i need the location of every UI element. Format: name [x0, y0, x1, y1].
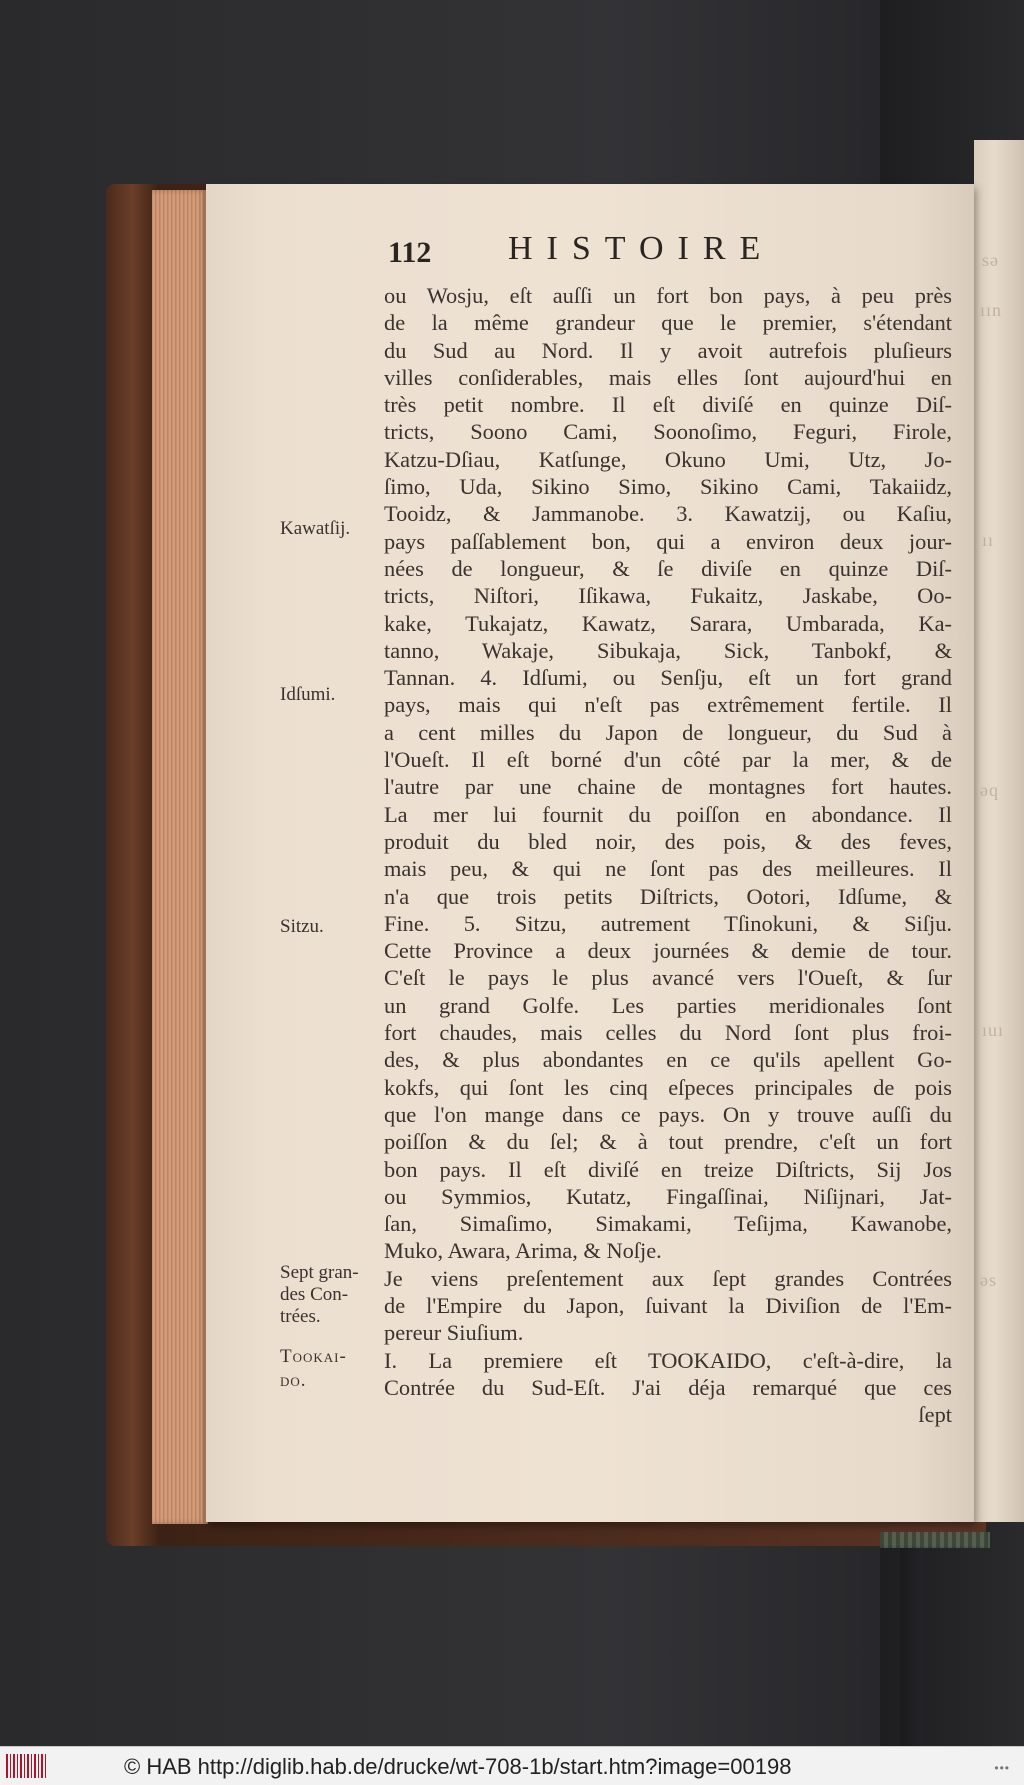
marginal-note-tookaido-1 — [280, 1346, 347, 1367]
bleed-through-text: ǝs — [980, 1270, 997, 1290]
facing-page-edge — [974, 140, 1024, 1522]
text-line: tricts, Niſtori, Iſikawa, Fukaitz, Jaskabe, Oo- — [384, 583, 952, 609]
text-line: C'eſt le pays le plus avancé vers l'Oueſt, & ſur — [384, 965, 952, 991]
text-line: Tooidz, & Jammanobe. 3. Kawatzij, ou Kaſiu, — [384, 501, 952, 527]
copyright-url[interactable]: © HAB http://diglib.hab.de/drucke/wt-708-1b/start.htm?image=00198 — [124, 1754, 792, 1779]
page-number: 112 — [388, 236, 432, 269]
marginal-note-sept-grandes-1: Sept gran- — [280, 1262, 359, 1283]
text-line: La mer lui fournit du poiſſon en abondance. Il — [384, 801, 952, 827]
text-line: produit du bled noir, des pois, & des feves, — [384, 828, 952, 854]
text-line: ou Wosju, eſt auſſi un fort bon pays, à peu près — [384, 283, 952, 308]
text-line: Tannan. 4. Idſumi, ou Senſju, eſt un fort grand — [384, 665, 952, 691]
marginal-note-sept-grandes-2: des Con- — [280, 1284, 349, 1305]
bleed-through-text: ǝq — [980, 780, 999, 800]
text-line: ou Symmios, Kutatz, Fingaſſinai, Niſijnari, Jat- — [384, 1183, 952, 1209]
text-line: des, & plus abondantes en ce qu'ils apellent Go- — [384, 1047, 952, 1073]
text-line: ſimo, Uda, Sikino Simo, Sikino Cami, Takaiidz, — [384, 474, 952, 500]
hab-logo-icon — [6, 1754, 46, 1778]
marginal-note-sept-grandes-3: trées. — [280, 1306, 321, 1327]
text-line: tricts, Soono Cami, Soonoſimo, Feguri, Firole, — [384, 419, 952, 445]
text-line: bon pays. Il eſt diviſé en treize Diſtricts, Sij Jos — [384, 1156, 952, 1182]
text-line: n'a que trois petits Diſtricts, Ootori, Idſume, & — [384, 883, 952, 909]
text-line: pereur Siuſium. — [384, 1320, 524, 1346]
text-line: tanno, Wakaje, Sibukaja, Sick, Tanbokf, & — [384, 637, 952, 663]
footer-bar — [0, 1746, 1024, 1785]
text-line: de l'Empire du Japon, ſuivant la Diviſion de l'Em- — [384, 1292, 952, 1318]
text-line: kokfs, qui ſont les cinq eſpeces principales de pois — [384, 1074, 952, 1100]
bleed-through-text: sǝ — [982, 250, 999, 270]
marginal-note-tookaido-2 — [280, 1370, 307, 1391]
bookmark-ribbon-tail — [900, 1548, 924, 1746]
text-line: Je viens preſentement aux ſept grandes Contrées — [384, 1265, 952, 1291]
text-line: mais peu, & qui ne ſont pas des meilleures. Il — [384, 856, 952, 882]
text-line: de la même grandeur que le premier, s'étendant — [384, 310, 952, 336]
text-line: villes conſiderables, mais elles ſont aujourd'hui en — [384, 364, 952, 390]
text-line: l'Oueſt. Il eſt borné d'un côté par la mer, & de — [384, 747, 952, 773]
page-block-edge — [152, 190, 208, 1524]
text-line: Katzu-Dſiau, Katſunge, Okuno Umi, Utz, Jo- — [384, 446, 952, 472]
bleed-through-text: ıın — [980, 300, 1003, 320]
text-line: très petit nombre. Il eſt diviſé en quinze Diſ- — [384, 392, 952, 418]
bleed-through-text: ıı — [982, 530, 995, 550]
text-line: kake, Tukajatz, Kawatz, Sarara, Umbarada, Ka- — [384, 610, 952, 636]
text-line: nées de longueur, & ſe diviſe en quinze Diſ- — [384, 555, 952, 581]
text-line: pays paſſablement bon, qui a environ deux jour- — [384, 528, 952, 554]
bleed-through-text: ıuı — [982, 1020, 1005, 1040]
marginal-note-idsumi: Idſumi. — [280, 684, 336, 705]
marginal-note-tookaido-text-2: do. — [280, 1370, 307, 1391]
text-line: l'autre par une chaine de montagnes fort hautes. — [384, 774, 952, 800]
marginal-note-kawatsij: Kawatſij. — [280, 518, 351, 539]
text-line: Cette Province a deux journées & demie de tour. — [384, 938, 952, 964]
text-line: a cent milles du Japon de longueur, du Sud à — [384, 719, 952, 745]
marginal-note-sitzu: Sitzu. — [280, 916, 324, 937]
text-line: poiſſon & du ſel; & à tout prendre, c'eſt un fort — [384, 1129, 952, 1155]
text-line: fort chaudes, mais celles du Nord ſont plus froi- — [384, 1020, 952, 1046]
text-line: du Sud au Nord. Il y avoit autrefois pluſieurs — [384, 337, 952, 363]
running-head: HISTOIRE — [508, 230, 775, 267]
text-line: I. La premiere eſt TOOKAIDO, c'eſt-à-dire, la — [384, 1347, 952, 1373]
text-line: Contrée du Sud-Eſt. J'ai déja remarqué que ces — [384, 1374, 952, 1400]
body-text — [384, 282, 952, 1428]
catchword: ſept — [918, 1402, 952, 1428]
text-line: que l'on mange dans ce pays. On y trouve auſſi du — [384, 1101, 952, 1127]
bookmark-ribbon — [880, 1532, 990, 1548]
marginal-note-tookaido-text-1: Tookai- — [280, 1346, 347, 1367]
more-dots-icon: ••• — [994, 1761, 1010, 1775]
text-line: ſan, Simaſimo, Simakami, Teſijma, Kawanobe, — [384, 1211, 952, 1237]
text-line: Fine. 5. Sitzu, autrement Tſinokuni, & Siſju. — [384, 910, 952, 936]
text-line: pays, mais qui n'eſt pas extrêmement fertile. Il — [384, 692, 952, 718]
text-line: un grand Golfe. Les parties meridionales ſont — [384, 992, 952, 1018]
text-line: Muko, Awara, Arima, & Noſje. — [384, 1238, 662, 1264]
